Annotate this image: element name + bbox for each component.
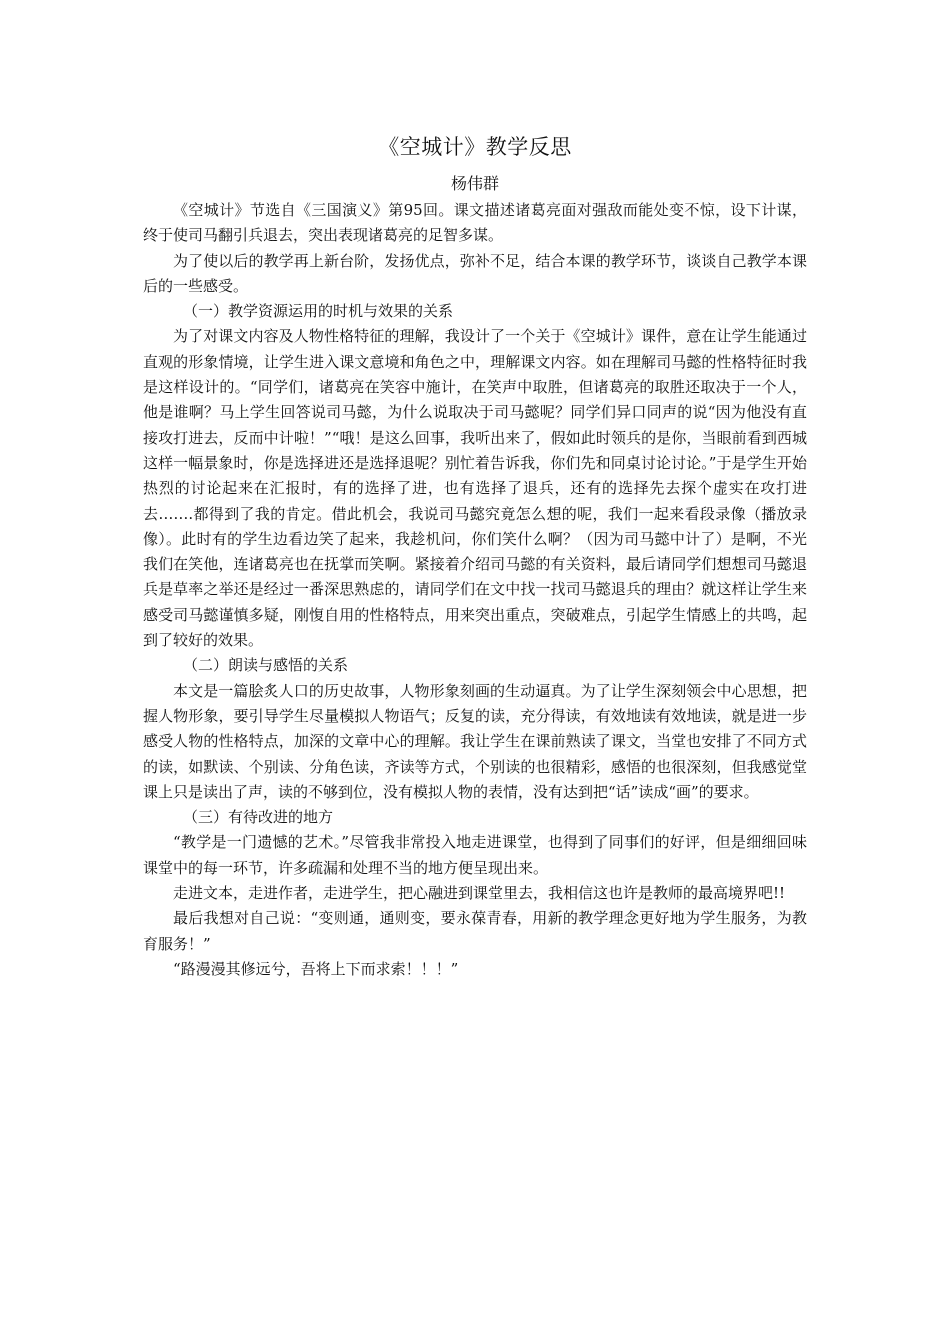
document-title: 《空城计》教学反思 — [378, 135, 572, 159]
body-paragraph: 为了对课文内容及人物性格特征的理解，我设计了一个关于《空城计》课件，意在让学生能通过直观的形象情境，让学生进入课文意境和角色之中，理解课文内容。如在理解司马懿的性格特征时我是这样设计的。“同学们，诸葛亮在笑容中施计，在笑声中取胜，但诸葛亮的取胜还取决于一个人，他是谁啊？马上学生回答说司马懿，为什么说取决于司马懿呢？同学们异口同声的说“因为他没有直接攻打进去，反而中计啦！”“哦！是这么回事，我听出来了，假如此时领兵的是你，当眼前看到西城这样一幅景象时，你是选择进还是选择退呢？别忙着告诉我，你们先和同桌讨论讨论。”于是学生开始热烈的讨论起来在汇报时，有的选择了进，也有选择了退兵，还有的选择先去探个虚实在攻打进去…….都得到了我的肯定。借此机会，我说司马懿究竟怎么想的呢，我们一起来看段录像（播放录像）。此时有的学生边看边笑了起来，我趁机问，你们笑什么啊？（因为司马懿中计了）是啊，不光我们在笑他，连诸葛亮也在抚掌而笑啊。紧接着介绍司马懿的有关资料，最后请同学们想想司马懿退兵是草率之举还是经过一番深思熟虑的，请同学们在文中找一找司马懿退兵的理由？就这样让学生来感受司马懿谨慎多疑，刚愎自用的性格特点，用来突出重点，突破难点，引起学生情感上的共鸣，起到了较好的效果。 — [143, 327, 807, 650]
body-paragraph: 《空城计》节选自《三国演义》第95回。课文描述诸葛亮面对强敌而能处变不惊，设下计谋，终于使司马翻引兵退去，突出表现诸葛亮的足智多谋。 — [143, 201, 807, 245]
section-heading: （三）有待改进的地方 — [183, 808, 334, 827]
body-paragraph: 最后我想对自己说：“变则通，通则变，要永葆青春，用新的教学理念更好地为学生服务，为教育服务！” — [143, 909, 807, 953]
document-body — [143, 198, 807, 982]
section-heading: （一）教学资源运用的时机与效果的关系 — [183, 302, 454, 321]
body-paragraph: 为了使以后的教学再上新台阶，发扬优点，弥补不足，结合本课的教学环节，谈谈自己教学本课后的一些感受。 — [143, 251, 807, 295]
body-paragraph: “路漫漫其修远兮，吾将上下而求索！！！” — [173, 959, 459, 978]
body-paragraph: 本文是一篇脍炙人口的历史故事，人物形象刻画的生动逼真。为了让学生深刻领会中心思想，把握人物形象，要引导学生尽量模拟人物语气；反复的读，充分得读，有效地读有效地读，就是进一步感受人物的性格特点，加深的文章中心的理解。我让学生在课前熟读了课文，当堂也安排了不同方式的读，如默读、个别读、分角色读，齐读等方式，个别读的也很精彩，感悟的也很深刻，但我感觉堂课上只是读出了声，读的不够到位，没有模拟人物的表情，没有达到把“话”读成“画”的要求。 — [143, 681, 807, 801]
body-paragraph: 走进文本，走进作者，走进学生，把心融进到课堂里去，我相信这也许是教师的最高境界吧!! — [173, 884, 786, 903]
document-author: 杨伟群 — [450, 174, 499, 193]
section-heading: （二）朗读与感悟的关系 — [183, 656, 349, 675]
body-paragraph: “教学是一门遗憾的艺术。”尽管我非常投入地走进课堂，也得到了同事们的好评，但是细细回味课堂中的每一环节，许多疏漏和处理不当的地方便呈现出来。 — [143, 833, 807, 877]
